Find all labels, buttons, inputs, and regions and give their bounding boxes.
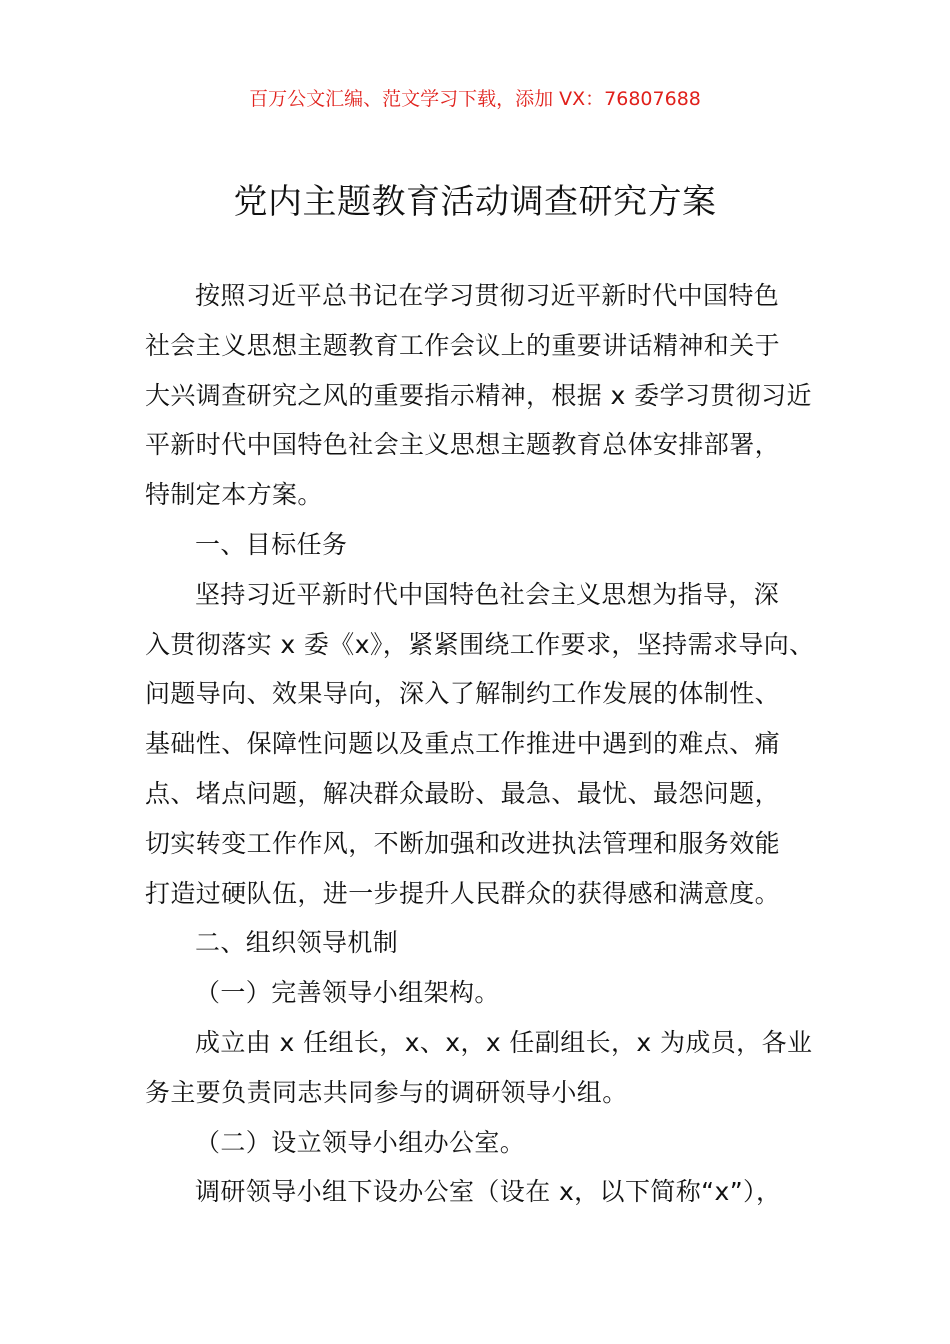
text-line: 切实转变工作作风，不断加强和改进执法管理和服务效能 — [145, 828, 781, 858]
text-line: 务主要负责同志共同参与的调研领导小组。 — [145, 1077, 628, 1107]
text-line: 一、目标任务 — [195, 529, 348, 559]
text-line: 社会主义思想主题教育工作会议上的重要讲话精神和关于 — [145, 330, 781, 360]
text-line: （一）完善领导小组架构。 — [195, 978, 500, 1008]
text-line: 打造过硬队伍，进一步提升人民群众的获得感和满意度。 — [145, 878, 781, 908]
text-line: 调研领导小组下设办公室（设在 x，以下简称“x”）， — [195, 1177, 782, 1207]
text-line: 平新时代中国特色社会主义思想主题教育总体安排部署， — [145, 430, 781, 460]
text-line: 坚持习近平新时代中国特色社会主义思想为指导，深 — [195, 579, 780, 609]
text-line: 按照习近平总书记在学习贯彻习近平新时代中国特色 — [195, 281, 780, 310]
text-line: 二、组织领导机制 — [195, 928, 399, 958]
document-body — [145, 276, 825, 1222]
text-line: 成立由 x 任组长，x、x，x 任副组长，x 为成员，各业 — [195, 1027, 813, 1057]
text-line: 基础性、保障性问题以及重点工作推进中遇到的难点、痛 — [145, 729, 781, 759]
text-line: （二）设立领导小组办公室。 — [195, 1127, 526, 1157]
document-title: 党内主题教育活动调查研究方案 — [233, 182, 717, 222]
text-line: 问题导向、效果导向，深入了解制约工作发展的体制性、 — [145, 679, 781, 709]
text-line: 大兴调查研究之风的重要指示精神，根据 x 委学习贯彻习近 — [145, 380, 812, 410]
text-line: 点、堵点问题，解决群众最盼、最急、最忧、最怨问题， — [145, 778, 781, 808]
text-line: 入贯彻落实 x 委《x》，紧紧围绕工作要求，坚持需求导向、 — [145, 629, 815, 659]
text-line: 特制定本方案。 — [145, 480, 323, 510]
watermark-header: 百万公文汇编、范文学习下载，添加 VX：76807688 — [249, 88, 701, 110]
